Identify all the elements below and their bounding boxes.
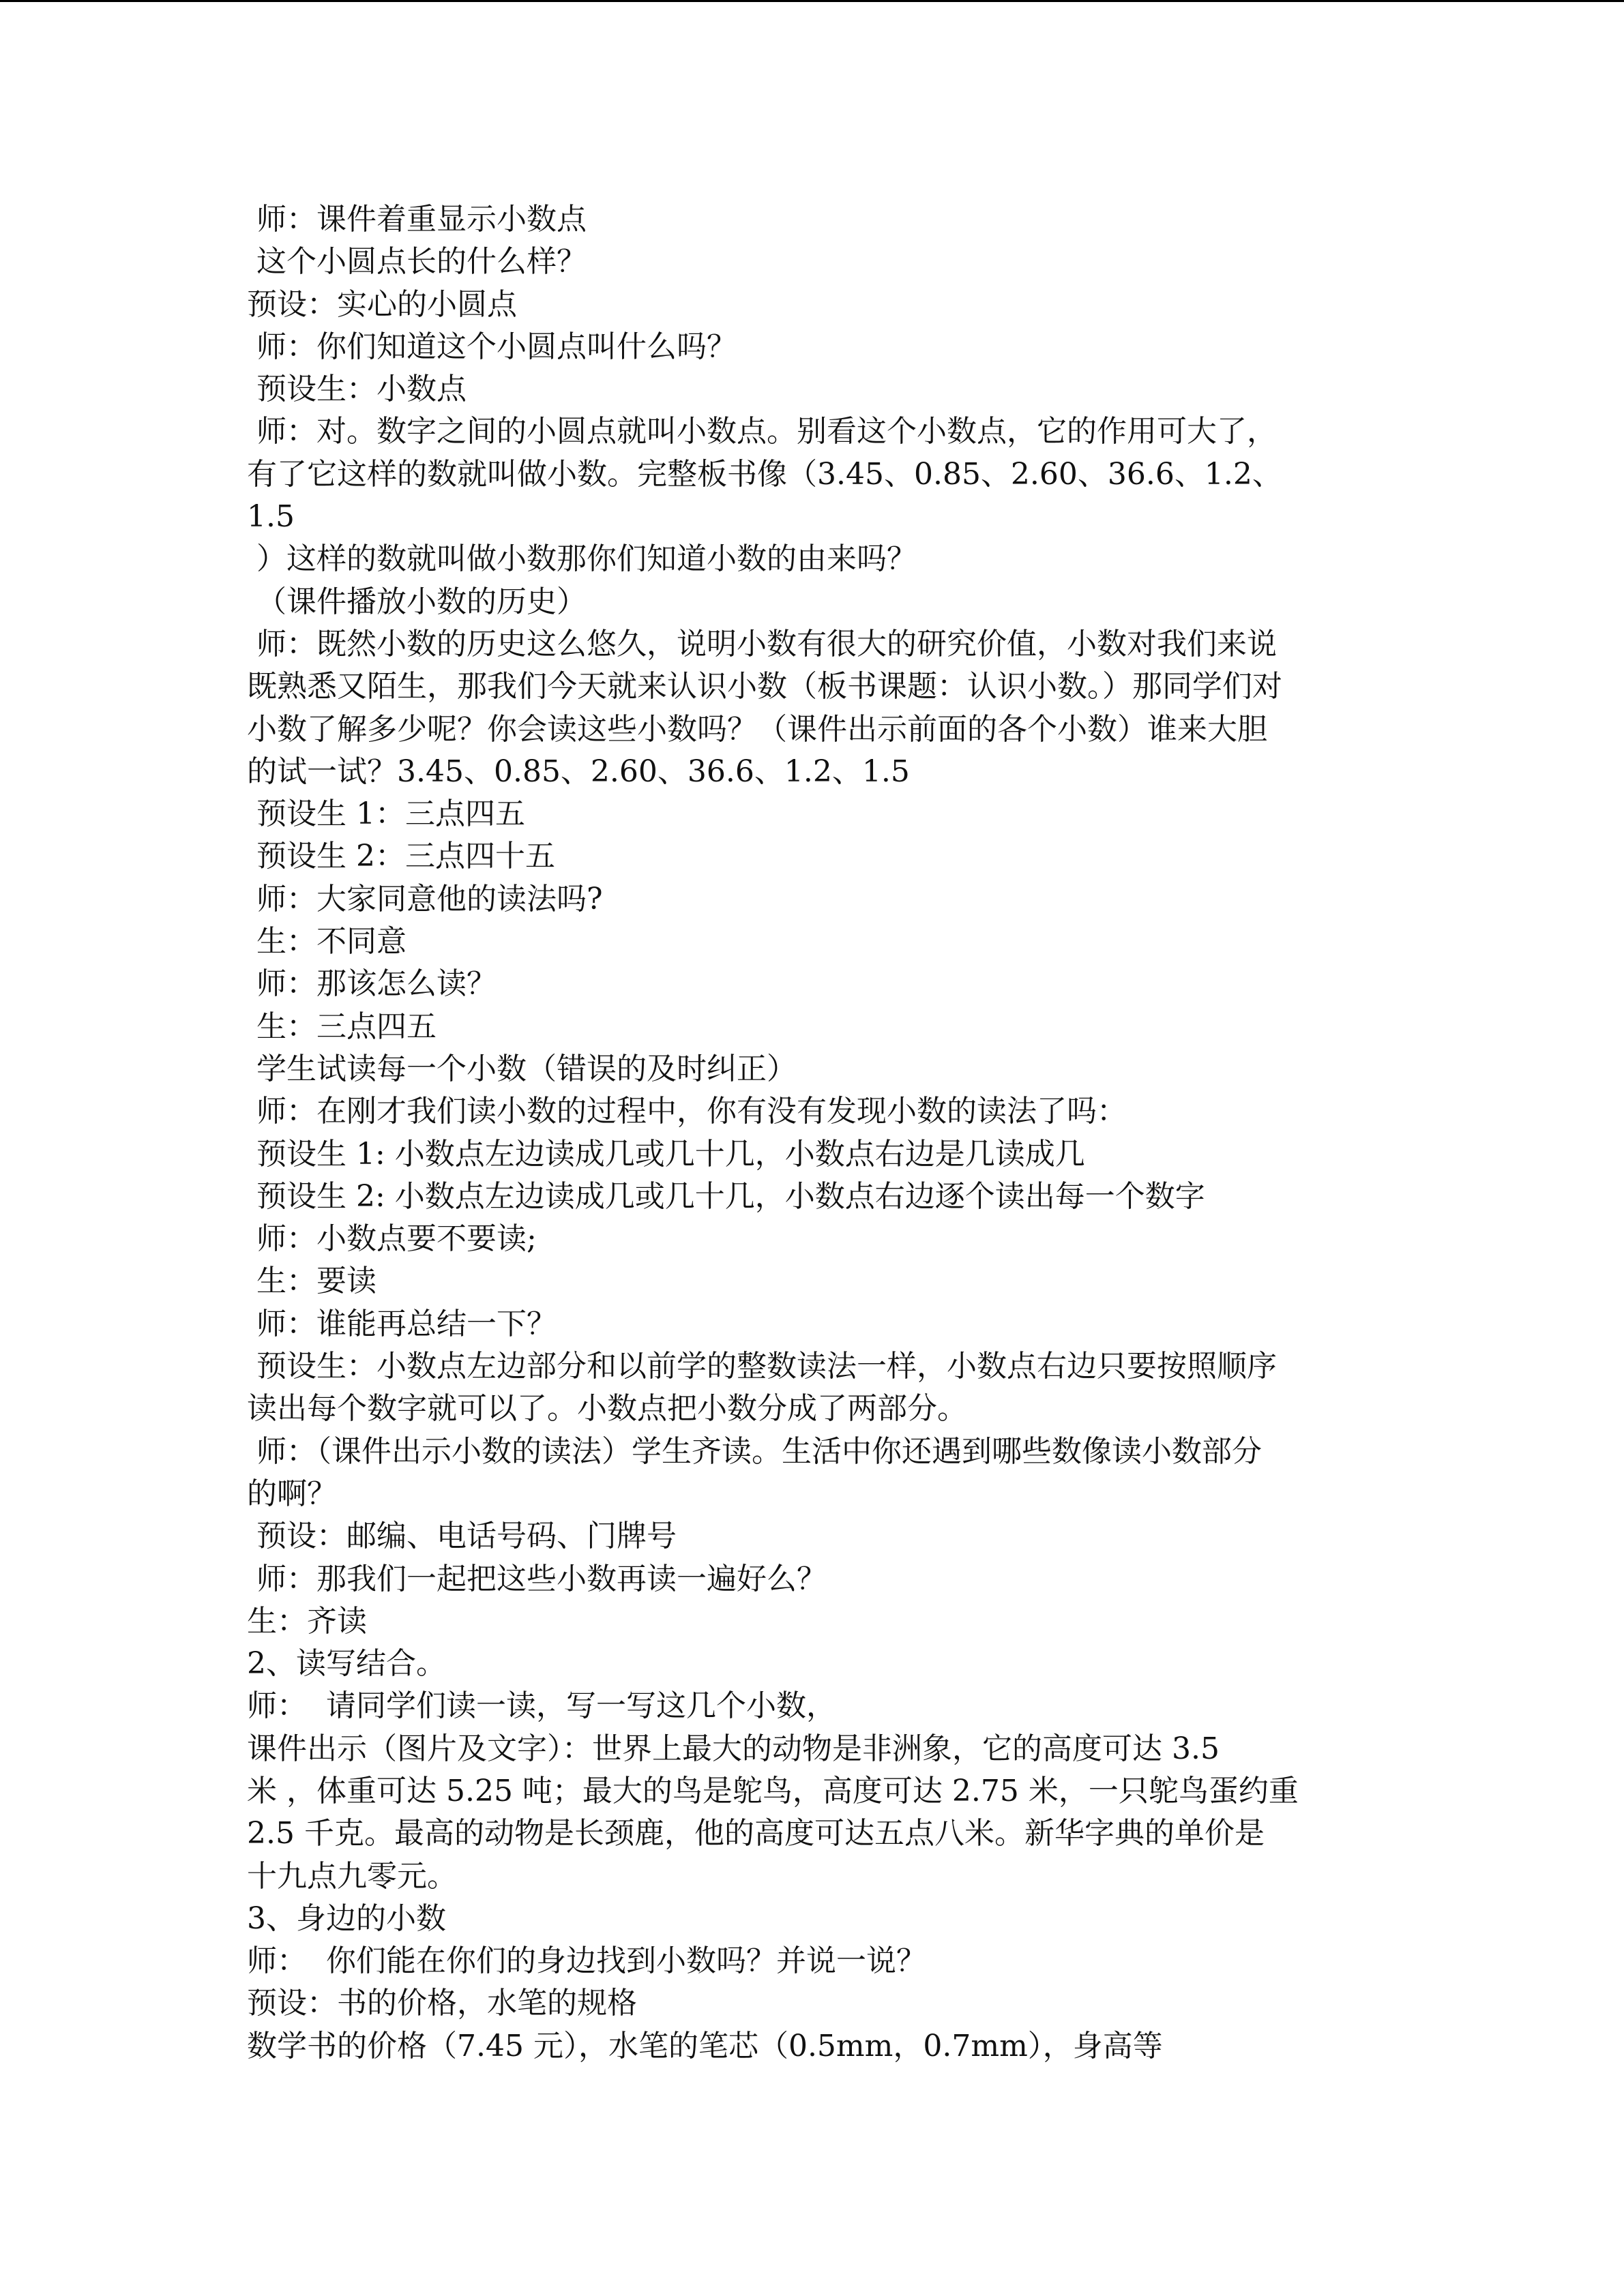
text-line: （课件播放小数的历史）	[247, 584, 587, 619]
document-body	[247, 198, 1379, 2068]
text-line: 预设：实心的小圆点	[247, 286, 517, 322]
text-line: 生：要读	[247, 1264, 377, 1299]
text-line: ）这样的数就叫做小数那你们知道小数的由来吗？	[247, 541, 917, 577]
text-line: 3、身边的小数	[247, 1900, 446, 1936]
text-line: 课件出示（图片及文字）：世界上最大的动物是非洲象，它的高度可达 3.5	[247, 1731, 1220, 1766]
text-line: 师：那我们一起把这些小数再读一遍好么？	[247, 1561, 827, 1596]
text-line: 生：齐读	[247, 1603, 367, 1639]
text-line: 生：三点四五	[247, 1009, 437, 1044]
text-line: 2.5 千克。最高的动物是长颈鹿，他的高度可达五点八米。新华字典的单价是	[247, 1816, 1265, 1851]
text-line: 小数了解多少呢？你会读这些小数吗？（课件出示前面的各个小数）谁来大胆	[247, 711, 1267, 747]
text-line: 生：不同意	[247, 924, 407, 959]
text-line: 米 ，体重可达 5.25 吨；最大的鸟是鸵鸟，高度可达 2.75 米，一只鸵鸟蛋约重	[247, 1773, 1299, 1808]
text-line: 师：在刚才我们读小数的过程中，你有没有发现小数的读法了吗：	[247, 1094, 1127, 1129]
text-line: 师：你们知道这个小圆点叫什么吗？	[247, 329, 737, 364]
text-line: 师：课件着重显示小数点	[247, 202, 587, 237]
text-line: 师：对。数字之间的小圆点就叫小数点。别看这个小数点，它的作用可大了，	[247, 414, 1277, 449]
text-line: 预设生 2: 小数点左边读成几或几十几，小数点右边逐个读出每一个数字	[247, 1178, 1205, 1214]
text-line: 师：那该怎么读？	[247, 966, 497, 1002]
text-line: 2、读写结合。	[247, 1646, 446, 1682]
text-line: 师： 你们能在你们的身边找到小数吗？并说一说？	[247, 1943, 926, 1979]
text-line: 的试一试？3.45、0.85、2.60、36.6、1.2、1.5	[247, 754, 910, 789]
text-line: 师：谁能再总结一下？	[247, 1306, 557, 1341]
text-line: 读出每个数字就可以了。小数点把小数分成了两部分。	[247, 1391, 967, 1427]
text-line: 预设：邮编、电话号码、门牌号	[247, 1519, 677, 1554]
text-line: 师：既然小数的历史这么悠久，说明小数有很大的研究价值，小数对我们来说	[247, 626, 1277, 661]
text-line: 的啊？	[247, 1476, 337, 1511]
text-line: 数学书的价格（7.45 元），水笔的笔芯（0.5mm，0.7mm），身高等	[247, 2028, 1163, 2063]
text-line: 预设生 1: 小数点左边读成几或几十几，小数点右边是几读成几	[247, 1136, 1085, 1172]
text-line: 师：（课件出示小数的读法）学生齐读。生活中你还遇到哪些数像读小数部分	[247, 1433, 1262, 1469]
text-line: 这个小圆点长的什么样？	[247, 244, 587, 280]
text-line: 预设生：小数点左边部分和以前学的整数读法一样，小数点右边只要按照顺序	[247, 1349, 1277, 1384]
text-line: 学生试读每一个小数（错误的及时纠正）	[247, 1051, 797, 1086]
text-line: 1.5	[247, 499, 295, 535]
text-line: 师：小数点要不要读;	[247, 1221, 537, 1257]
text-line: 师：大家同意他的读法吗?	[247, 881, 603, 916]
text-line: 有了它这样的数就叫做小数。完整板书像（3.45、0.85、2.60、36.6、1.2、	[247, 456, 1282, 492]
text-line: 预设生 1：三点四五	[247, 796, 525, 832]
text-line: 十九点九零元。	[247, 1858, 457, 1894]
text-line: 师： 请同学们读一读，写一写这几个小数，	[247, 1688, 836, 1724]
text-line: 预设生：小数点	[247, 372, 467, 407]
text-line: 预设生 2：三点四十五	[247, 839, 555, 874]
text-line: 既熟悉又陌生，那我们今天就来认识小数（板书课题：认识小数。）那同学们对	[247, 669, 1282, 704]
text-line: 预设：书的价格，水笔的规格	[247, 1986, 637, 2021]
